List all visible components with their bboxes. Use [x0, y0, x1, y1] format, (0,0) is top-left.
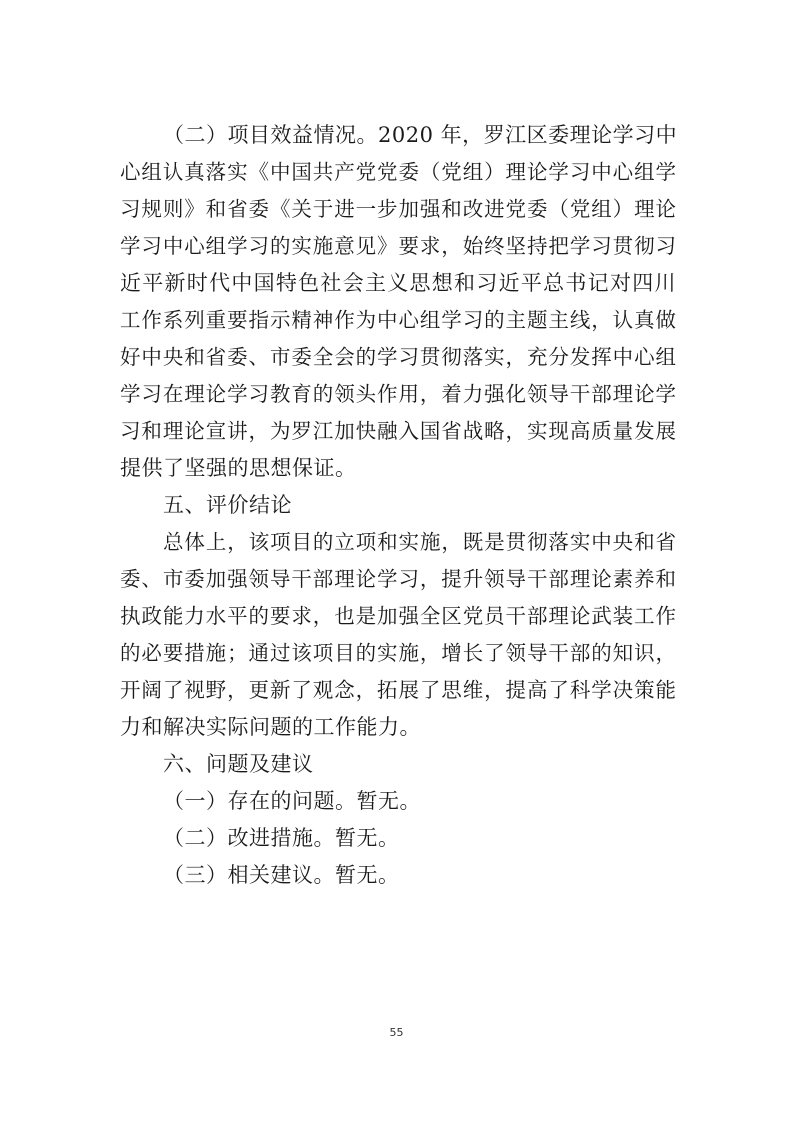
text-line: 工作系列重要指示精神作为中心组学习的主题主线，认真做: [120, 308, 676, 332]
text-line: 开阔了视野，更新了观念，拓展了思维，提高了科学决策能: [120, 678, 676, 702]
text-line: 习规则》和省委《关于进一步加强和改进党委（党组）理论: [120, 197, 676, 221]
section-heading-evaluation: 五、评价结论: [163, 493, 292, 517]
text-line: 学习在理论学习教育的领头作用，着力强化领导干部理论学: [120, 382, 676, 406]
text-line: 好中央和省委、市委全会的学习贯彻落实，充分发挥中心组: [120, 345, 676, 369]
page-number: 55: [389, 1026, 404, 1039]
text-line: 委、市委加强领导干部理论学习，提升领导干部理论素养和: [120, 567, 676, 591]
text-line: 心组认真落实《中国共产党党委（党组）理论学习中心组学: [120, 160, 676, 184]
text-line: 力和解决实际问题的工作能力。: [120, 715, 421, 739]
improvement-item: （二）改进措施。暂无。: [163, 826, 400, 850]
suggestion-item: （三）相关建议。暂无。: [163, 863, 400, 887]
text-line: 总体上，该项目的立项和实施，既是贯彻落实中央和省: [163, 530, 676, 554]
text-line: 的必要措施；通过该项目的实施，增长了领导干部的知识，: [120, 641, 676, 665]
text-line: 近平新时代中国特色社会主义思想和习近平总书记对四川: [120, 271, 676, 295]
text-line: 执政能力水平的要求，也是加强全区党员干部理论武装工作: [120, 604, 676, 628]
section-heading-issues: 六、问题及建议: [163, 752, 314, 776]
text-line: （二）项目效益情况。2020 年，罗江区委理论学习中: [163, 123, 678, 147]
text-line: 习和理论宣讲，为罗江加快融入国省战略，实现高质量发展: [120, 419, 676, 443]
text-line: 提供了坚强的思想保证。: [120, 456, 357, 480]
issue-item: （一）存在的问题。暂无。: [163, 789, 421, 813]
text-line: 学习中心组学习的实施意见》要求，始终坚持把学习贯彻习: [120, 234, 676, 258]
